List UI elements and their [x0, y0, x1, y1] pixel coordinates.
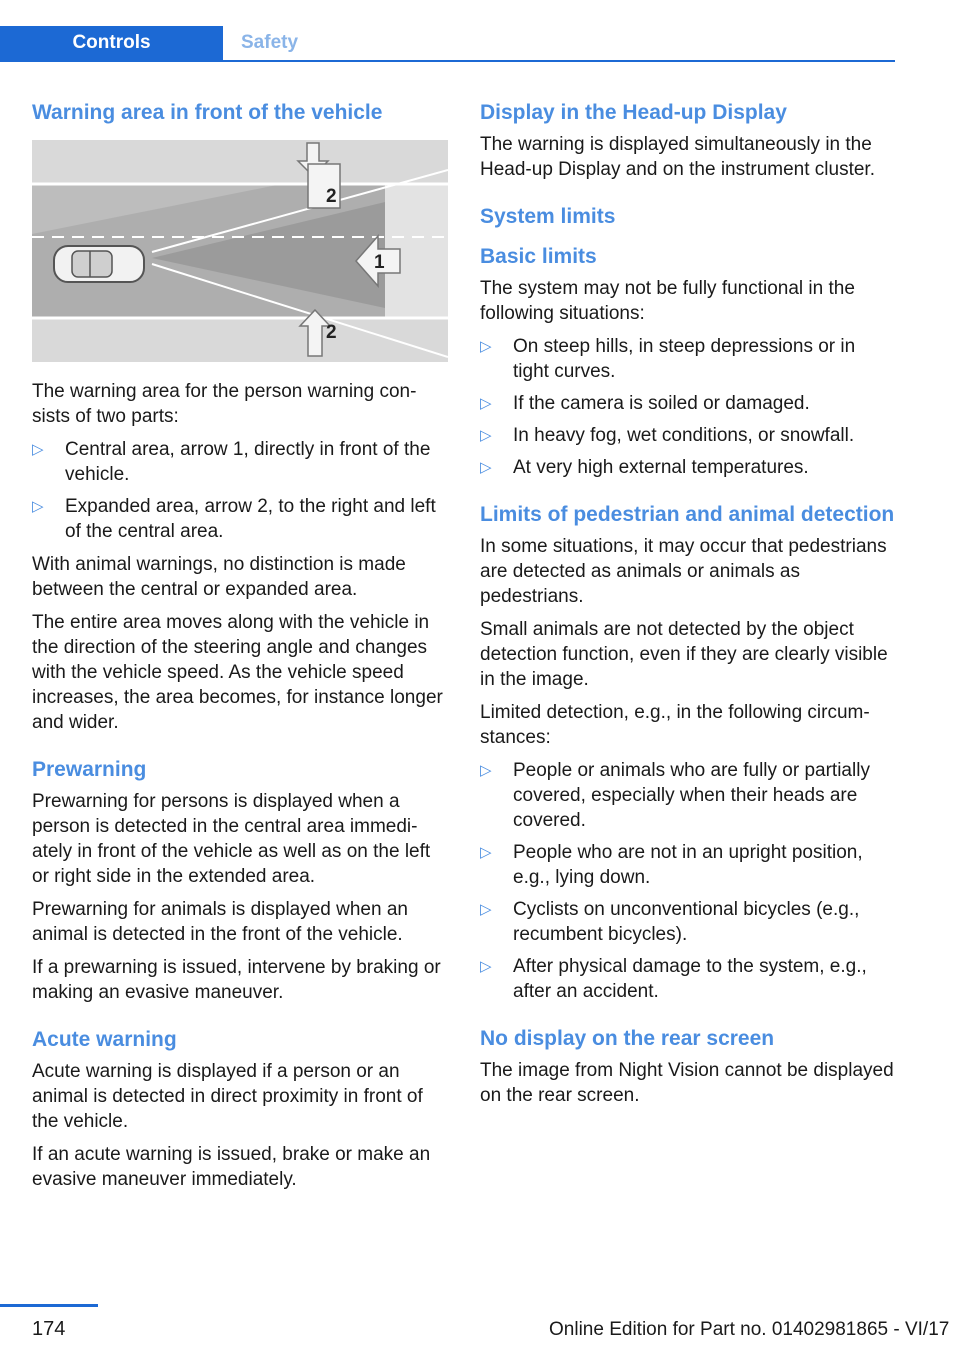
- prewarning-title: Prewarning: [32, 758, 147, 781]
- right-column: [480, 100, 896, 1116]
- list-item: ▷ Cyclists on unconventional bicycles (e.g., recumbent bicycles).: [480, 899, 860, 945]
- rear-screen-paragraph: The image from Night Vision cannot be displayed on the rear screen.: [480, 1060, 894, 1106]
- system-limits-title: System limits: [480, 205, 616, 228]
- warning-area-title: Warning area in front of the vehicle: [32, 101, 383, 124]
- triangle-bullet-icon: ▷: [32, 498, 44, 515]
- list-item: ▷ Central area, arrow 1, directly in front of the vehicle.: [32, 439, 431, 485]
- list-item: ▷ In heavy fog, wet conditions, or snowfall.: [480, 425, 855, 446]
- list-item: ▷ On steep hills, in steep depressions or in tight curves.: [480, 336, 856, 382]
- car-icon: [54, 246, 144, 282]
- triangle-bullet-icon: ▷: [480, 762, 492, 779]
- prewarning-paragraph-1: Prewarning for persons is displayed when a person is detected in the central area immediately in front of the vehicle as well as on the left or right side in the extended area.: [32, 791, 431, 887]
- page-header: [0, 0, 895, 62]
- acute-warning-title: Acute warning: [32, 1028, 177, 1051]
- edition-note: Online Edition for Part no. 01402981865 - VI/17: [549, 1319, 950, 1340]
- rear-screen-title: No display on the rear screen: [480, 1027, 775, 1050]
- basic-limits-list: [480, 334, 896, 480]
- list-item: ▷ After physical damage to the system, e.g., after an accident.: [480, 956, 867, 1002]
- triangle-bullet-icon: ▷: [480, 844, 492, 861]
- arrow-1-label: 1: [374, 252, 385, 273]
- header-rule: [0, 60, 895, 62]
- acute-warning-paragraph-1: Acute warning is displayed if a person or an animal is detected in direct proximity in front of the vehicle.: [32, 1061, 423, 1132]
- detection-paragraph-3: Limited detection, e.g., in the following circumstances:: [480, 702, 870, 748]
- triangle-bullet-icon: ▷: [480, 338, 492, 355]
- basic-limits-title: Basic limits: [480, 245, 597, 268]
- detection-limits-list: [480, 758, 896, 1004]
- list-item: ▷ If the camera is soiled or damaged.: [480, 393, 810, 414]
- warning-area-intro: The warning area for the person warning consists of two parts:: [32, 381, 417, 427]
- triangle-bullet-icon: ▷: [480, 427, 492, 444]
- triangle-bullet-icon: ▷: [480, 901, 492, 918]
- arrow-2-bottom-label: 2: [326, 322, 337, 343]
- warning-area-figure: [32, 140, 448, 362]
- warning-area-parts: [32, 437, 448, 544]
- prewarning-paragraph-2: Prewarning for animals is displayed when an animal is detected in the front of the vehicle.: [32, 899, 408, 945]
- basic-limits-paragraph: The system may not be fully functional in the following situations:: [480, 278, 855, 324]
- list-item: ▷ People or animals who are fully or partially covered, especially when their heads are covered.: [480, 760, 870, 831]
- left-column: [32, 100, 448, 1200]
- tab-safety[interactable]: Safety: [241, 32, 299, 53]
- hud-title: Display in the Head-up Display: [480, 101, 787, 124]
- triangle-bullet-icon: ▷: [480, 459, 492, 476]
- triangle-bullet-icon: ▷: [480, 958, 492, 975]
- area-moves-paragraph: The entire area moves along with the vehicle in the direction of the steering angle and changes with the vehicle speed. As the vehicle speed increases, the area becomes, for instance longer and wider.: [32, 612, 443, 733]
- detection-limits-title: Limits of pedestrian and animal detection: [480, 503, 895, 526]
- hud-paragraph: The warning is displayed simultaneously in the Head-up Display and on the instrument cluster.: [480, 134, 875, 180]
- triangle-bullet-icon: ▷: [32, 441, 44, 458]
- list-item: ▷ At very high external temperatures.: [480, 457, 809, 478]
- page-number: 174: [32, 1318, 66, 1340]
- acute-warning-paragraph-2: If an acute warning is issued, brake or make an evasive maneuver immediately.: [32, 1144, 431, 1190]
- arrow-2-top-label: 2: [326, 186, 337, 207]
- detection-paragraph-1: In some situations, it may occur that pedestrians are detected as animals or animals as pedestrians.: [480, 536, 887, 607]
- footer-rule: [0, 1304, 98, 1307]
- detection-paragraph-2: Small animals are not detected by the object detection function, even if they are clearly visible in the image.: [480, 619, 888, 690]
- triangle-bullet-icon: ▷: [480, 395, 492, 412]
- animal-warning-paragraph: With animal warnings, no distinction is made between the central or expanded area.: [32, 554, 406, 600]
- prewarning-paragraph-3: If a prewarning is issued, intervene by braking or making an evasive maneuver.: [32, 957, 441, 1003]
- list-item: ▷ Expanded area, arrow 2, to the right and left of the central area.: [32, 496, 436, 542]
- tab-controls[interactable]: Controls: [0, 26, 223, 60]
- list-item: ▷ People who are not in an upright position, e.g., lying down.: [480, 842, 863, 888]
